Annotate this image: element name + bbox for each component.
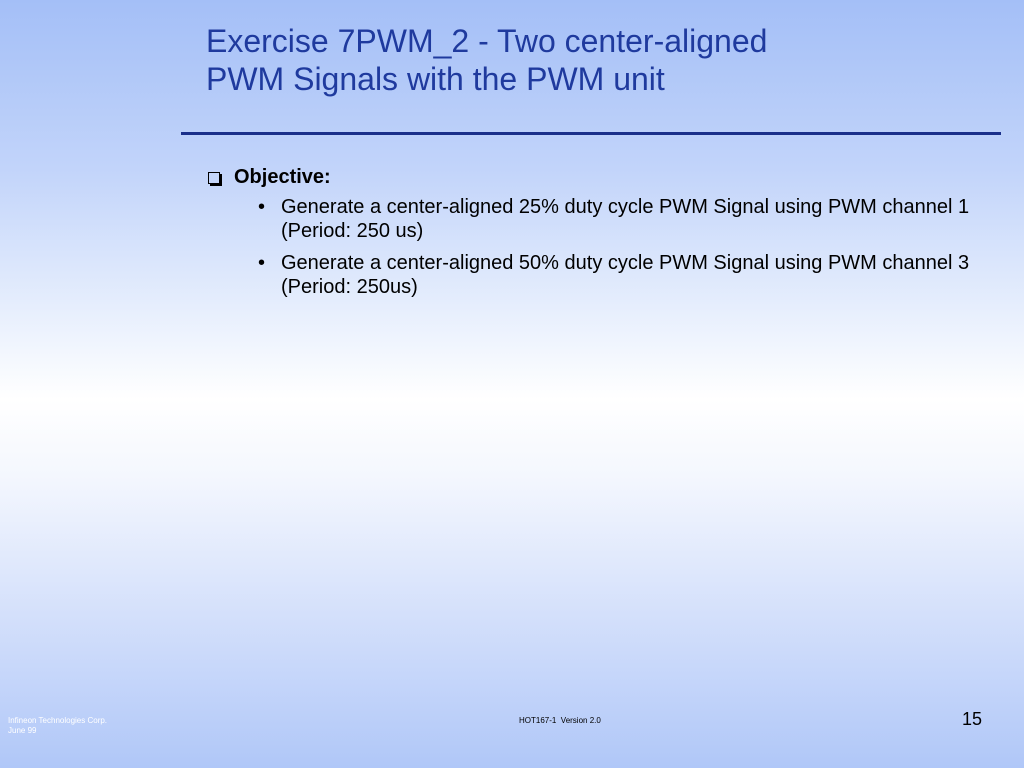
objective-label: Objective: [234, 166, 331, 188]
objective-item [208, 251, 971, 299]
footer-course: HOT167-1 Version 2.0 [519, 716, 601, 725]
objective-list [208, 195, 998, 299]
objective-item-text: Generate a center-aligned 25% duty cycle PWM Signal using PWM channel 1 (Period: 250 us) [281, 196, 970, 242]
objective-item [208, 195, 971, 243]
footer-date: June 99 [8, 726, 37, 735]
footer-company-info [8, 716, 107, 736]
checkbox-icon [208, 172, 220, 184]
objective-heading [208, 165, 998, 189]
title-divider [181, 132, 1001, 135]
slide-title [206, 22, 986, 98]
bullet-dot-icon: • [258, 252, 266, 274]
slide-title-line-2: PWM Signals with the PWM unit [206, 61, 665, 97]
slide-title-line-1: Exercise 7PWM_2 - Two center-aligned [206, 23, 768, 59]
bullet-dot-icon: • [258, 196, 266, 218]
footer-company: Infineon Technologies Corp. [8, 716, 108, 725]
objective-section [208, 165, 998, 307]
objective-item-text: Generate a center-aligned 50% duty cycle PWM Signal using PWM channel 3 (Period: 250us) [281, 252, 970, 298]
page-number: 15 [962, 709, 983, 729]
